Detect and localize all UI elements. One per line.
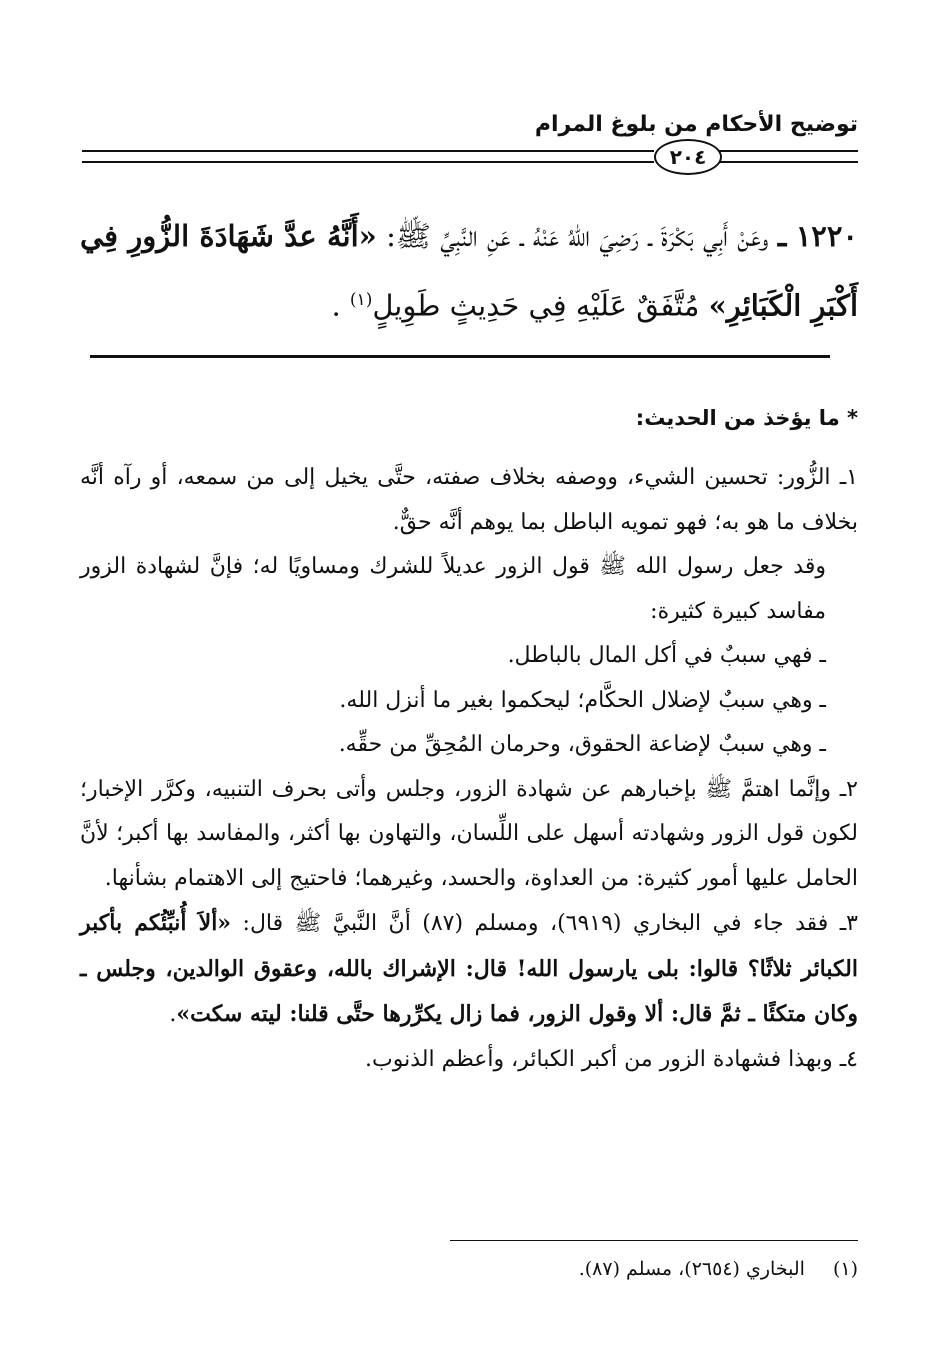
hadith-block bbox=[80, 204, 858, 338]
point-3-end: . bbox=[169, 1002, 177, 1027]
point-2: ٢ـ وإنَّما اهتمَّ ﷺ بإخبارهم عن شهادة الزور، وجلس وأتى بحرف التنبيه، وكرَّر الإخبار؛ لكون قول الزور وشهادته أسهل على اللِّسان، والتهاون بها أكثر، والمفاسد بها أكبر؛ لأنَّ الحامل عليها أمور كثيرة: من العداوة، والحسد، وغيرهما؛ فاحتيج إلى الاهتمام بشأنها. bbox=[80, 776, 858, 891]
section-divider bbox=[90, 355, 830, 358]
hadith-narration: وعَنْ أَبِي بَكْرَةَ ـ رَضِيَ اللهُ عَنْهُ ـ عَنِ النَّبِيِّ ﷺ: bbox=[386, 219, 769, 253]
bullet-item: ـ وهي سببٌ لإضلال الحكَّام؛ ليحكموا بغير ما أنزل الله. bbox=[339, 687, 826, 713]
page-number: ٢٠٤ bbox=[654, 139, 722, 175]
footnote-text: البخاري (٢٦٥٤)، مسلم (٨٧). bbox=[578, 1258, 805, 1280]
hadith-separator: ـ bbox=[777, 219, 787, 253]
footnote bbox=[579, 1258, 858, 1280]
hadith-source: مُتَّفَقٌ عَلَيْهِ فِي حَدِيثٍ طَوِيلٍ bbox=[372, 288, 700, 323]
paragraph-shirk: وقد جعل رسول الله ﷺ قول الزور عديلاً للشرك ومساويًا له؛ فإنَّ لشهادة الزور مفاسد كبيرة كثيرة: bbox=[80, 554, 826, 624]
header-rule bbox=[82, 150, 654, 163]
footnote-divider bbox=[450, 1240, 858, 1241]
point-4: ٤ـ وبهذا فشهادة الزور من أكبر الكبائر، وأعظم الذنوب. bbox=[365, 1046, 858, 1072]
point-3-quote: «ألاَ أُنبِّئُكم بأكبر الكبائر ثلاثًا؟ قالوا: بلى يارسول الله! قال: الإشراك بالله، وعقوق الوالدين، وجلس ـ وكان متكئًا ـ ثمَّ قال: ألا وقول الزور، فما زال يكرِّرها حتَّى قلنا: ليته سكت» bbox=[80, 910, 858, 1027]
header-rule bbox=[718, 150, 858, 163]
footnote-marker: (١) bbox=[832, 1258, 858, 1280]
hadith-text: «أَنَّهُ عدَّ شَهَادَةَ الزُّورِ فِي أَكْبَرِ الْكَبَائِرِ» bbox=[80, 219, 858, 323]
commentary-body bbox=[80, 456, 858, 1082]
point-1: ١ـ الزُّور: تحسين الشيء، ووصفه بخلاف صفته، حتَّى يخيل إلى من سمعه، أو رآه أنَّه بخلاف ما هو به؛ فهو تمويه الباطل بما يوهم أنَّه حقٌّ. bbox=[80, 465, 858, 535]
running-title: توضيح الأحكام من بلوغ المرام bbox=[534, 112, 858, 137]
hadith-number: ١٢٢٠ bbox=[795, 219, 858, 253]
bullet-item: ـ وهي سببٌ لإضاعة الحقوق، وحرمان المُحِقِّ من حقِّه. bbox=[338, 732, 826, 757]
point-3-intro: ٣ـ فقد جاء في البخاري (٦٩١٩)، ومسلم (٨٧) أنَّ النَّبيَّ ﷺ قال: bbox=[231, 911, 858, 936]
footnote-reference: (١) bbox=[349, 290, 373, 310]
point-3 bbox=[80, 901, 858, 1038]
hadith-end: . bbox=[331, 288, 341, 323]
section-heading: * ما يؤخذ من الحديث: bbox=[635, 406, 858, 430]
bullet-item: ـ فهي سببٌ في أكل المال بالباطل. bbox=[507, 643, 826, 668]
